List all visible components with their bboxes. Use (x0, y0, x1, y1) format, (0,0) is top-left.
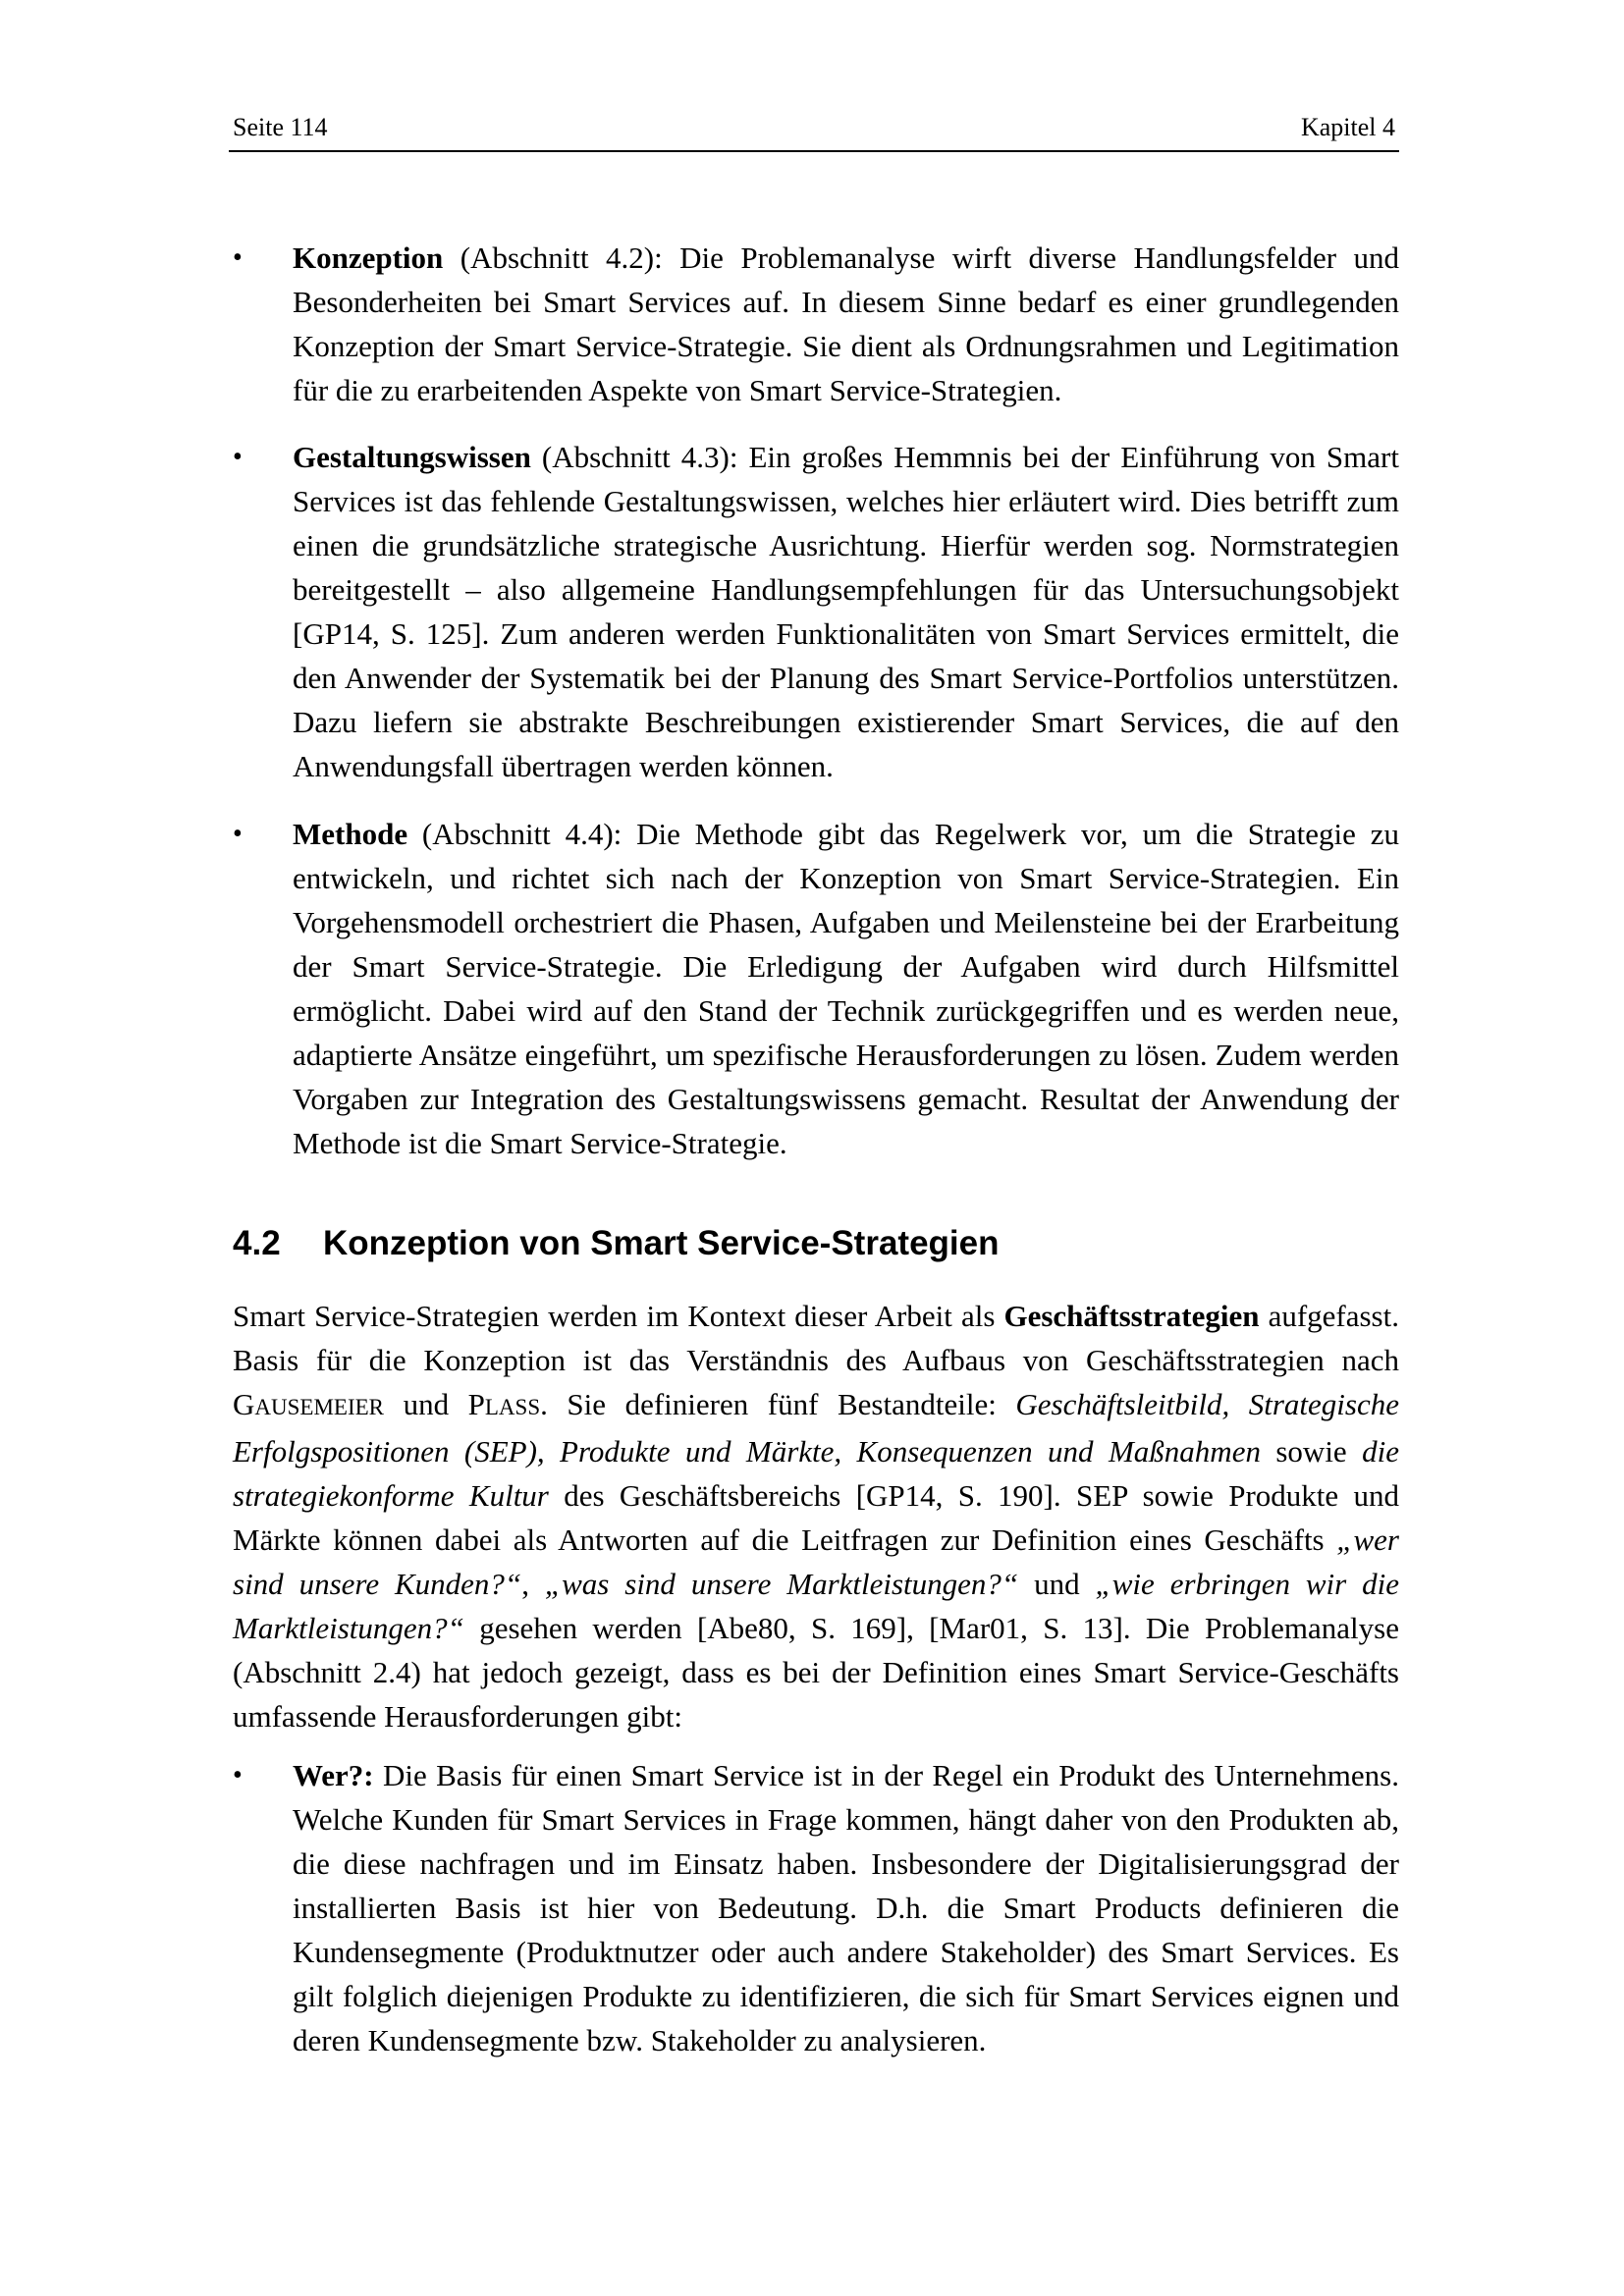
list-item-term: Konzeption (293, 240, 444, 275)
section-number: 4.2 (233, 1224, 281, 1262)
page-header (229, 111, 1399, 152)
list-item-text: Konzeption (Abschnitt 4.2): Die Problemanalyse wirft diverse Handlungsfelder und Besonderheiten bei Smart Services auf. In diesem Sinne bedarf es einer grundlegenden Konzeption der Smart Service-Strategie. Sie dient als Ordnungsrahmen und Legitimation für die zu erarbeitenden Aspekte von Smart Service-Strategien. (293, 240, 1399, 407)
author-name: G (233, 1387, 255, 1421)
section-heading (233, 1222, 999, 1265)
list-item (229, 236, 1399, 412)
bullet-icon: • (233, 1760, 243, 1790)
bullet-icon: • (233, 242, 243, 273)
chapter-label: Kapitel 4 (1300, 113, 1395, 141)
list-item (229, 435, 1399, 788)
bullet-icon: • (233, 442, 243, 472)
bullet-icon: • (233, 819, 243, 849)
list-item (229, 1753, 1399, 2062)
list-item-text: Gestaltungswissen (Abschnitt 4.3): Ein großes Hemmnis bei der Einführung von Smart Services ist das fehlende Gestaltungswissen, welches hier erläutert wird. Dies betrifft zum einen die grundsätzliche strategische Ausrichtung. Hierfür werden sog. Normstrategien bereitgestellt – also allgemeine Handlungsempfehlungen für das Untersuchungsobjekt [GP14, S. 125]. Zum anderen werden Funktionalitäten von Smart Services ermittelt, die den Anwender der Systematik bei der Planung des Smart Service-Portfolios unterstützen. Dazu liefern sie abstrakte Beschreibungen existierender Smart Services, die auf den Anwendungsfall übertragen werden können. (293, 440, 1399, 783)
list-item-text: Methode (Abschnitt 4.4): Die Methode gibt das Regelwerk vor, um die Strategie zu entwickeln, und richtet sich nach der Konzeption von Smart Service-Strategien. Ein Vorgehensmodell orchestriert die Phasen, Aufgaben und Meilensteine bei der Erarbeitung der Smart Service-Strategie. Die Erledigung der Aufgaben wird durch Hilfsmittel ermöglicht. Dabei wird auf den Stand der Technik zurückgegriffen und es werden neue, adaptierte Ansätze eingeführt, um spezifische Herausforderungen zu lösen. Zudem werden Vorgaben zur Integration des Gestaltungswissens gemacht. Resultat der Anwendung der Methode ist die Smart Service-Strategie. (293, 817, 1399, 1160)
list-item-term: Wer?: (293, 1758, 374, 1792)
page-number: Seite 114 (233, 113, 328, 141)
list-item-text: Wer?: Die Basis für einen Smart Service ist in der Regel ein Produkt des Unternehmens. Welche Kunden für Smart Services in Frage kommen, hängt daher von den Produkten ab, die diese nachfragen und im Einsatz haben. Insbesondere der Digitalisierungsgrad der installierten Basis ist hier von Bedeutung. D.h. die Smart Products definieren die Kundensegmente (Produktnutzer oder auch andere Stakeholder) des Smart Services. Es gilt folglich diejenigen Produkte zu identifizieren, die sich für Smart Services eignen und deren Kundensegmente bzw. Stakeholder zu analysieren. (293, 1758, 1399, 2057)
list-item-term: Gestaltungswissen (293, 440, 531, 474)
list-item-term: Methode (293, 817, 408, 851)
author-name: P (467, 1387, 485, 1421)
body-paragraph: Smart Service-Strategien werden im Kontext dieser Arbeit als Geschäftsstrategien aufgefasst. Basis für die Konzeption ist das Verständnis des Aufbaus von Geschäftsstrategien nach GAUSEMEIER und PLASS. Sie definieren fünf Bestandteile: Geschäftsleitbild, Strategische Erfolgspositionen (SEP), Produkte und Märkte, Konsequenzen und Maßnahmen sowie die strategiekonforme Kultur des Geschäftsbereichs [GP14, S. 190]. SEP sowie Produkte und Märkte können dabei als Antworten auf die Leitfragen zur Definition eines Geschäfts „wer sind unsere Kunden?“, „was sind unsere Marktleistungen?“ und „wie erbringen wir die Marktleistungen?“ gesehen werden [Abe80, S. 169], [Mar01, S. 13]. Die Problemanalyse (Abschnitt 2.4) hat jedoch gezeigt, dass es bei der Definition eines Smart Service-Geschäfts umfassende Herausforderungen gibt: (233, 1299, 1400, 1734)
list-item (229, 812, 1399, 1165)
section-title: Konzeption von Smart Service-Strategien (323, 1224, 1000, 1262)
